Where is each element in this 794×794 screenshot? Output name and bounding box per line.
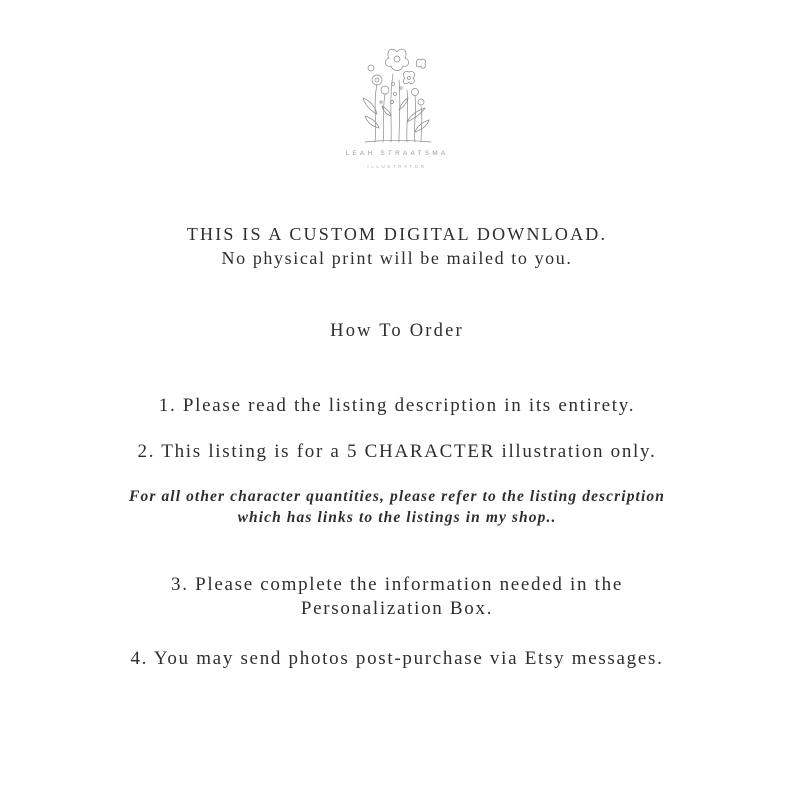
brand-subtitle: ILLUSTRATOR	[367, 164, 427, 169]
section-title: How To Order	[330, 321, 464, 341]
page-subtitle: No physical print will be mailed to you.	[221, 248, 573, 268]
note-line-1: For all other character quantities, please refer to the listing description	[129, 488, 665, 505]
step-2: 2. This listing is for a 5 CHARACTER illustration only.	[137, 441, 657, 462]
step-3-line-1: 3. Please complete the information needed in the	[171, 574, 623, 595]
brand-name: LEAH STRAATSMA	[345, 150, 449, 157]
note-line-2: which has links to the listings in my shop..	[237, 509, 557, 526]
page-title: THIS IS A CUSTOM DIGITAL DOWNLOAD.	[186, 224, 608, 244]
step-3-line-2: Personalization Box.	[300, 598, 494, 619]
step-1: 1. Please read the listing description in its entirety.	[158, 395, 636, 416]
brand-logo	[337, 44, 457, 184]
step-4: 4. You may send photos post-purchase via Etsy messages.	[130, 648, 664, 669]
floral-illustration-icon	[355, 44, 439, 146]
